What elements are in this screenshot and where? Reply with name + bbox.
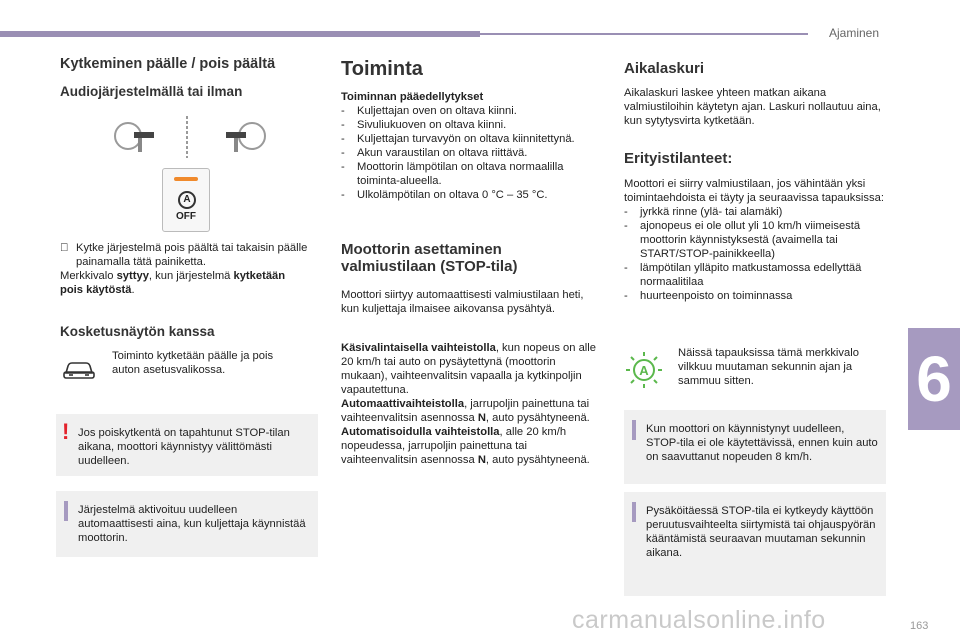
automated-gearbox-text: , alle 20 km/h nopeudessa, jarrupoljin painettuna tai vaihteenvalitsin asennossa (341, 426, 567, 466)
svg-text:A: A (639, 363, 649, 378)
preconditions-title: Toiminnan pääedellytykset (341, 91, 484, 103)
bullet-icon (60, 241, 68, 255)
instruction-bold: syttyy (116, 270, 149, 282)
heading-audio: Audiojärjestelmällä tai ilman (60, 84, 243, 99)
info-parking-text: Pysäköitäessä STOP-tila ei kytkeydy käyttöön peruutusvaihteelta siirtymistä tai ohjauspyörän kääntämistä seuraavan muutaman sekunnin aikana. (646, 505, 876, 559)
special-cases (624, 177, 886, 303)
heading-special-cases: Erityistilanteet: (624, 150, 733, 167)
heading-operation: Toiminta (341, 58, 423, 80)
info-text: Järjestelmä aktivoituu uudelleen automaattisesti aina, kun kuljettaja käynnistää moottorin. (78, 504, 306, 544)
list-item: - lämpötilan ylläpito matkustamossa edellyttää normaalitilaa (624, 261, 886, 289)
list-item: - Kuljettajan oven on oltava kiinni. (341, 104, 603, 118)
info-box-parking (624, 492, 886, 596)
list-item: - Akun varaustilan on oltava riittävä. (341, 146, 603, 160)
instruction-text-part: Merkkivalo (60, 270, 117, 282)
watermark: carmanualsonline.info (572, 606, 826, 634)
special-cases-list (624, 205, 886, 303)
header-bar (0, 31, 480, 37)
preconditions-list (341, 104, 603, 202)
heading-on-off: Kytkeminen päälle / pois päältä (60, 56, 276, 72)
warning-box (56, 414, 318, 476)
auto-a-icon: A (178, 191, 196, 209)
timer-text: Aikalaskuri laskee yhteen matkan aikana valmiustiloihin käytetyn ajan. Laskuri nollautuu aina, kun sytytysvirta kytketään. (624, 87, 881, 127)
indicator-flash-text: Näissä tapauksissa tämä merkkivalo vilkkuu muutaman sekunnin ajan ja sammuu sitten. (678, 347, 859, 387)
instruction-step: Kytke järjestelmä pois päältä tai takaisin päälle painamalla tätä painiketta. (76, 242, 308, 268)
heading-touchscreen: Kosketusnäytön kanssa (60, 324, 215, 339)
automated-gearbox-text: , auto pysähtyneenä. (485, 454, 590, 466)
automatic-gearbox-text: , auto pysähtyneenä. (485, 412, 590, 424)
manual-gearbox-label: Käsivalintaisella vaihteistolla (341, 342, 496, 354)
list-item: - Kuljettajan turvavyön on oltava kiinnitettynä. (341, 132, 603, 146)
instruction-text (60, 241, 310, 297)
info-box (56, 491, 318, 557)
automatic-gearbox-label: Automaattivaihteistolla (341, 398, 465, 410)
warning-icon: ! (62, 419, 70, 444)
stop-start-off-button (162, 168, 210, 232)
list-item: - Ulkolämpötilan on oltava 0 °C – 35 °C. (341, 188, 603, 202)
automated-gearbox-label: Automatisoidulla vaihteistolla (341, 426, 500, 438)
list-item: - Sivuliukuoven on oltava kiinni. (341, 118, 603, 132)
instruction-bold: kytketään pois käytöstä (60, 270, 286, 296)
manual-gearbox-text: , kun nopeus on alle 20 km/h tai auto on pysäytettynä (moottorin mukaan), vaihteenvalitsin vapaalla ja kytkinpoljin vapautettuna. (341, 342, 596, 396)
instruction-text-part: , kun järjestelmä (148, 270, 234, 282)
off-label: OFF (176, 211, 196, 222)
special-cases-intro: Moottori ei siirry valmiustilaan, jos vähintään yksi toimintaehdoista ei täyty ja seuraavissa tapauksissa: (624, 178, 884, 204)
info-restart-text: Kun moottori on käynnistynyt uudelleen, STOP-tila ei ole käytettävissä, ennen kuin auto on saavuttanut nopeuden 8 km/h. (646, 423, 878, 463)
info-icon (632, 420, 636, 440)
instruction-text-part: . (131, 284, 135, 296)
chapter-tab: 6 (908, 328, 960, 430)
heading-stop-mode: Moottorin asettaminen valmiustilaan (STOP-tila) (341, 241, 518, 275)
indicator-led (174, 177, 198, 181)
touchscreen-text: Toiminto kytketään päälle ja pois auton asetusvalikossa. (112, 350, 274, 376)
gear-n: N (477, 412, 486, 424)
list-item: - ajonopeus ei ole ollut yli 10 km/h viimeisestä moottorin käynnistyksestä (avaimella tai START/STOP-painikkeella) (624, 219, 886, 261)
stop-mode-text: Moottori siirtyy automaattisesti valmiustilaan heti, kun kuljettaja ilmaisee aikovansa pysähtyä. (341, 289, 584, 315)
steering-wheel-illustration (108, 114, 276, 160)
gear-n: N (477, 454, 486, 466)
info-icon (64, 501, 68, 521)
section-title: Ajaminen (829, 26, 880, 40)
info-box-restart (624, 410, 886, 484)
page-number: 163 (910, 620, 929, 632)
list-item: - Moottorin lämpötilan on oltava normaalilla toiminta-alueella. (341, 160, 603, 188)
list-item: - jyrkkä rinne (ylä- tai alamäki) (624, 205, 886, 219)
preconditions (341, 90, 603, 202)
automatic-gearbox-text: , jarrupoljin painettuna tai vaihteenvalitsin asennossa (341, 398, 590, 424)
stop-start-indicator-icon (624, 350, 664, 390)
warning-text: Jos poiskytkentä on tapahtunut STOP-tilan aikana, moottori käynnistyy välittömästi uudelleen. (78, 427, 290, 467)
info-icon (632, 502, 636, 522)
header-rule (480, 33, 808, 35)
heading-timer: Aikalaskuri (624, 60, 705, 77)
list-item: - huurteenpoisto on toiminnassa (624, 289, 886, 303)
car-settings-icon (62, 357, 96, 381)
gearbox-text (341, 341, 603, 467)
